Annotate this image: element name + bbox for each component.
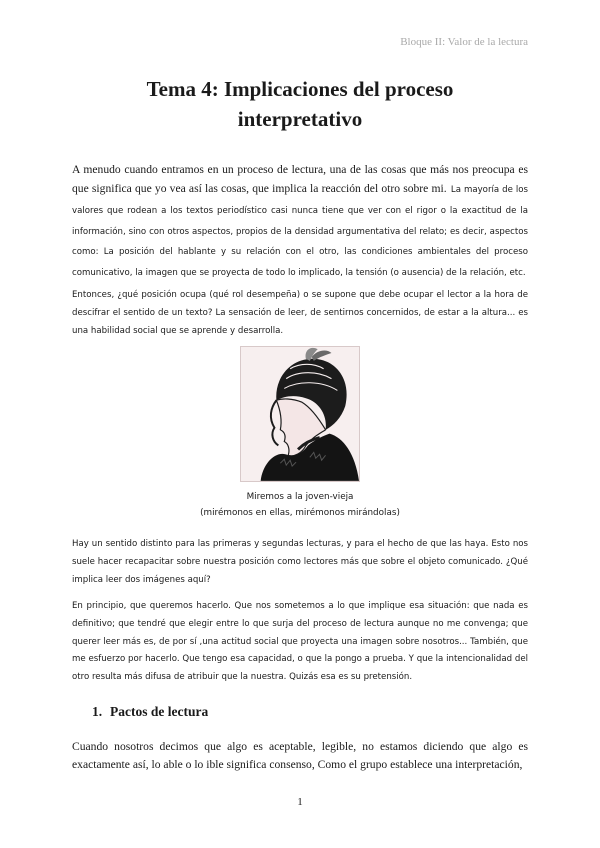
page-number: 1 [297,796,303,808]
section-number: 1. [92,704,103,719]
figure-caption [150,489,450,521]
second-reading-paragraph: Hay un sentido distinto para las primeras y segundas lecturas, y para el hecho de que las haya. Esto nos suele hacer recapacitar sobre nuestra posición como lectores más que sobre el objeto comunicado. ¿Qué implica leer dos imágenes aquí? [72,539,528,585]
young-old-woman-illusion-image [240,346,360,482]
section-heading [92,704,208,720]
caption-line-1: Miremos a la joven-vieja [246,492,354,502]
caption-line-2: (mirémonos en ellas, mirémonos mirándolas) [200,508,400,518]
illusion-drawing [241,347,359,481]
running-header: Bloque II: Valor de la lectura [400,36,528,48]
page-title: Tema 4: Implicaciones del proceso interpretativo [146,77,454,131]
intro-sans-text: La mayoría de los valores que rodean a los textos periodístico casi nunca tiene que ver con el rigor o la exactitud de la información, sino con otros aspectos, propios de la densidad argumentativa del relato; es decir, aspectos como: La posición del hablante y su relación con el otro, las condiciones ambientales del proceso comunicativo, la imagen que se proyecta de todo lo implicado, la tensión (o ausencia) de la relación, etc. [72,185,529,279]
reading-pacts-paragraph: Cuando nosotros decimos que algo es aceptable, legible, no estamos diciendo que algo es exactamente así, lo able o lo ible significa consenso, Como el grupo establece una interpretación, [72,740,528,771]
principle-paragraph: En principio, que queremos hacerlo. Que nos sometemos a lo que implique esa situación: que nada es definitivo; que tendré que elegir entre lo que surja del proceso de lectura aunque no me convenga; que querer leer más es, de por sí ,una actitud social que proyecta una imagen sobre nosotros... También, que me esfuerzo por hacerlo. Que tengo esa capacidad, o que la pongo a prueba. Y que la intencionalidad del otro resulta más difusa de atribuir que la nuestra. Quizás esa es su pretensión. [72,601,528,683]
reader-position-paragraph: Entonces, ¿qué posición ocupa (qué rol desempeña) o se supone que debe ocupar el lector a la hora de descifrar el sentido de un texto? La sensación de leer, de sentirnos concernidos, de estar a la altura... es una habilidad social que se aprende y desarrolla. [72,290,528,336]
intro-paragraph [72,160,528,283]
section-title: Pactos de lectura [110,704,209,719]
intro-serif-text: A menudo cuando entramos en un proceso de lectura, una de las cosas que más nos preocupa es que significa que yo vea así las cosas, que implica la reacción del otro sobre mi. [72,163,528,195]
